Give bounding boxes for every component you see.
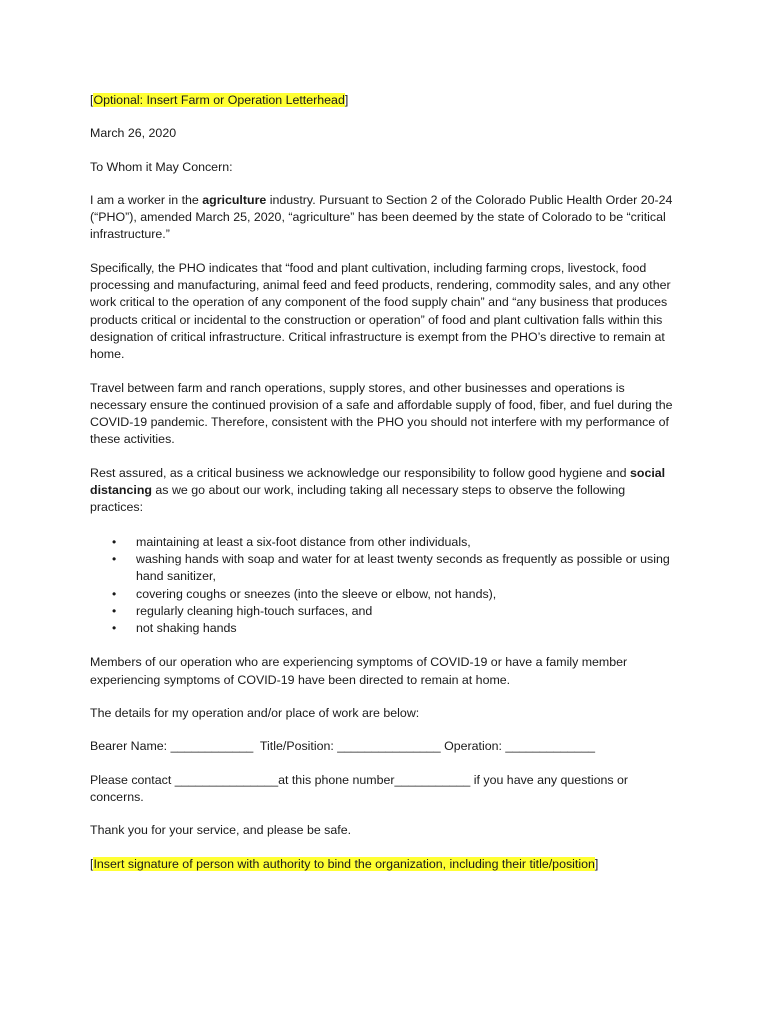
bullet-icon: •	[112, 586, 117, 601]
list-item: • regularly cleaning high-touch surfaces, and	[90, 603, 680, 620]
letter-document	[90, 92, 680, 889]
letter-date: March 26, 2020	[90, 126, 177, 141]
paragraph-symptoms: Members of our operation who are experiencing symptoms of COVID-19 or have a family member experiencing symptoms of COVID-19 have been directed to remain at home.	[90, 655, 628, 687]
signature-placeholder: [Insert signature of person with authority to bind the organization, including their title/position]	[90, 856, 599, 871]
bearer-fields-line: Bearer Name: ____________ Title/Position: _______________ Operation: _____________	[90, 739, 595, 754]
list-item: • maintaining at least a six-foot distance from other individuals,	[90, 534, 680, 551]
practices-list	[90, 534, 680, 638]
paragraph-details: The details for my operation and/or place of work are below:	[90, 706, 420, 721]
bold-social-distancing: social distancing	[90, 465, 666, 498]
bullet-icon: •	[112, 551, 117, 566]
paragraph-rest-assured: Rest assured, as a critical business we acknowledge our responsibility to follow good hygiene and social distancing as we go about our work, including taking all necessary steps to observe the following practices:	[90, 465, 666, 515]
letterhead-highlight: Optional: Insert Farm or Operation Letterhead	[93, 93, 345, 107]
list-item: • covering coughs or sneezes (into the sleeve or elbow, not hands),	[90, 586, 680, 603]
contact-line: Please contact _______________at this phone number___________ if you have any questions or concerns.	[90, 772, 629, 804]
letterhead-placeholder: [Optional: Insert Farm or Operation Letterhead]	[90, 93, 349, 107]
paragraph-travel: Travel between farm and ranch operations, supply stores, and other businesses and operations is necessary ensure the continued provision of a safe and affordable supply of food, fiber, and fuel during the COVID-19 pandemic. Therefore, consistent with the PHO you should not interfere with my performance of these activities.	[90, 380, 673, 447]
paragraph-agriculture: I am a worker in the agriculture industry. Pursuant to Section 2 of the Colorado Public Health Order 20-24 (“PHO”), amended March 25, 2020, “agriculture” has been deemed by the state of Colorado to be “critical infrastructure.”	[90, 192, 673, 242]
bullet-icon: •	[112, 603, 117, 618]
signature-highlight: Insert signature of person with authority to bind the organization, including their title/position	[93, 856, 595, 871]
bullet-icon: •	[112, 534, 117, 549]
bullet-icon: •	[112, 621, 117, 636]
paragraph-specifically: Specifically, the PHO indicates that “food and plant cultivation, including farming crops, livestock, food processing and manufacturing, animal feed and feed products, rendering, commodity sales, and any other work critical to the operation of any component of the food supply chain” and “any business that produces products critical or incidental to the construction or operation” of food and plant cultivation falls within this designation of critical infrastructure. Critical infrastructure is exempt from the PHO’s directive to remain at home.	[90, 260, 671, 362]
bold-agriculture: agriculture	[202, 192, 267, 207]
closing-line: Thank you for your service, and please be safe.	[90, 823, 352, 838]
salutation: To Whom it May Concern:	[90, 159, 233, 174]
list-item: • not shaking hands	[90, 620, 680, 637]
list-item: • washing hands with soap and water for at least twenty seconds as frequently as possible or using hand sanitizer,	[112, 551, 670, 584]
